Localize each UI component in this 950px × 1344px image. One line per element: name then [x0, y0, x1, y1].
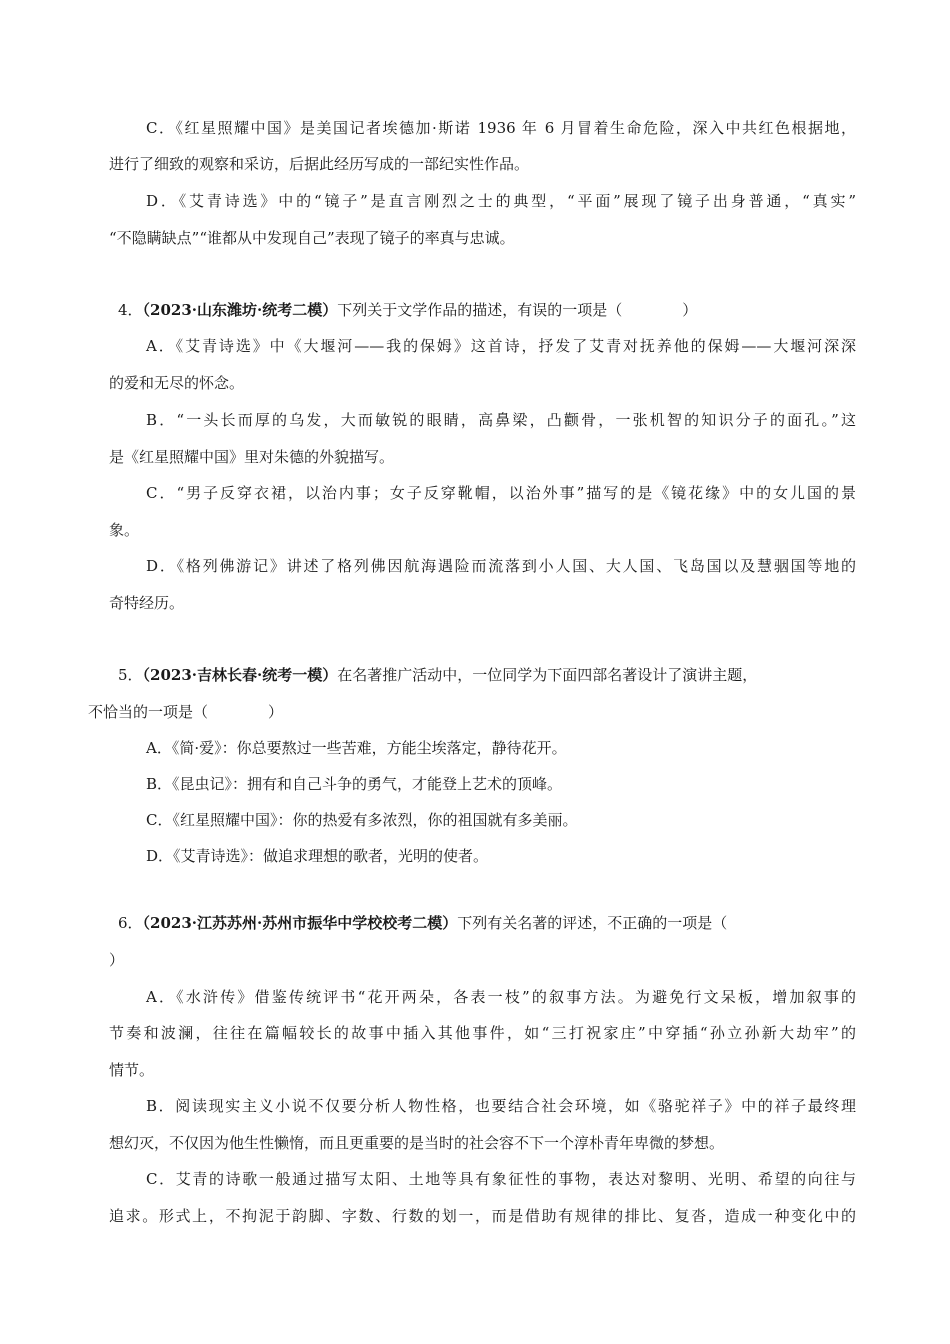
q6-stem-line1: 下列有关名著的评述，不正确的一项是（ [457, 914, 728, 932]
q4-option-b-line2: 是《红星照耀中国》里对朱德的外貌描写。 [109, 448, 395, 466]
q4-source: （2023·山东潍坊·统考二模） [142, 301, 338, 319]
q6-heading [118, 913, 727, 933]
q4-stem: 下列关于文学作品的描述，有误的一项是（ ） [337, 301, 698, 319]
q4-option-d-line1: D．《格列佛游记》讲述了格列佛因航海遇险而流落到小人国、大人国、飞岛国以及慧骃国等地的 [146, 557, 856, 575]
q4-option-a-line2: 的爱和无尽的怀念。 [109, 374, 245, 392]
q6-option-b-line2: 想幻灭，不仅因为他生性懒惰，而且更重要的是当时的社会容不下一个淳朴青年卑微的梦想。 [109, 1134, 725, 1152]
q6-option-c-line2: 追求。形式上，不拘泥于韵脚、字数、行数的划一，而是借助有规律的排比、复沓，造成一种变化中的 [109, 1207, 856, 1225]
q5-option-b: B．《昆虫记》：拥有和自己斗争的勇气，才能登上艺术的顶峰。 [146, 775, 563, 793]
q4-option-b-line1: B．“一头长而厚的乌发，大而敏锐的眼睛，高鼻梁，凸颧骨，一张机智的知识分子的面孔。”这 [146, 411, 856, 429]
q6-option-a-line1: A．《水浒传》借鉴传统评书“花开两朵，各表一枝”的叙事方法。为避免行文呆板，增加叙事的 [146, 988, 856, 1006]
q3-option-d-line2: “不隐瞒缺点”“谁都从中发现自己”表现了镜子的率真与忠诚。 [109, 229, 515, 247]
q4-heading [118, 300, 697, 320]
q4-option-d-line2: 奇特经历。 [109, 594, 185, 612]
q5-stem-line1: 在名著推广活动中，一位同学为下面四部名著设计了演讲主题， [337, 666, 758, 684]
q5-option-d: D．《艾青诗选》：做追求理想的歌者，光明的使者。 [146, 847, 489, 865]
q6-source: （2023·江苏苏州·苏州市振华中学校校考二模） [142, 914, 458, 932]
q4-number: 4． [118, 301, 143, 319]
q5-stem-line2: 不恰当的一项是（ ） [88, 703, 284, 721]
q5-number: 5． [118, 666, 143, 684]
q5-option-c: C．《红星照耀中国》：你的热爱有多浓烈，你的祖国就有多美丽。 [146, 811, 578, 829]
q6-option-a-line2: 节奏和波澜，往往在篇幅较长的故事中插入其他事件，如“三打祝家庄”中穿插“孙立孙新大劫牢”的 [109, 1024, 856, 1042]
q6-option-c-line1: C．艾青的诗歌一般通过描写太阳、土地等具有象征性的事物，表达对黎明、光明、希望的向往与 [146, 1170, 856, 1188]
q4-option-c-line2: 象。 [109, 521, 140, 539]
q6-stem-line2: ） [109, 951, 125, 969]
q5-source: （2023·吉林长春·统考一模） [142, 666, 338, 684]
q4-option-a-line1: A．《艾青诗选》中《大堰河——我的保姆》这首诗，抒发了艾青对抚养他的保姆——大堰河深深 [146, 337, 856, 355]
q3-option-c-line1: C．《红星照耀中国》是美国记者埃德加·斯诺 1936 年 6 月冒着生命危险，深入中共红色根据地， [146, 119, 856, 137]
q4-option-c-line1: C．“男子反穿衣裙，以治内事；女子反穿靴帽，以治外事”描写的是《镜花缘》中的女儿国的景 [146, 484, 856, 502]
q5-heading [118, 665, 757, 685]
q3-option-c-line2: 进行了细致的观察和采访，后据此经历写成的一部纪实性作品。 [109, 155, 530, 173]
q6-number: 6． [118, 914, 143, 932]
q5-option-a: A．《简·爱》：你总要熬过一些苦难，方能尘埃落定，静待花开。 [146, 739, 567, 757]
q6-option-a-line3: 情节。 [109, 1061, 155, 1079]
q3-option-d-line1: D．《艾青诗选》中的“镜子”是直言刚烈之士的典型，“平面”展现了镜子出身普通，“真实” [146, 192, 856, 210]
q6-option-b-line1: B．阅读现实主义小说不仅要分析人物性格，也要结合社会环境，如《骆驼祥子》中的祥子最终理 [146, 1097, 856, 1115]
